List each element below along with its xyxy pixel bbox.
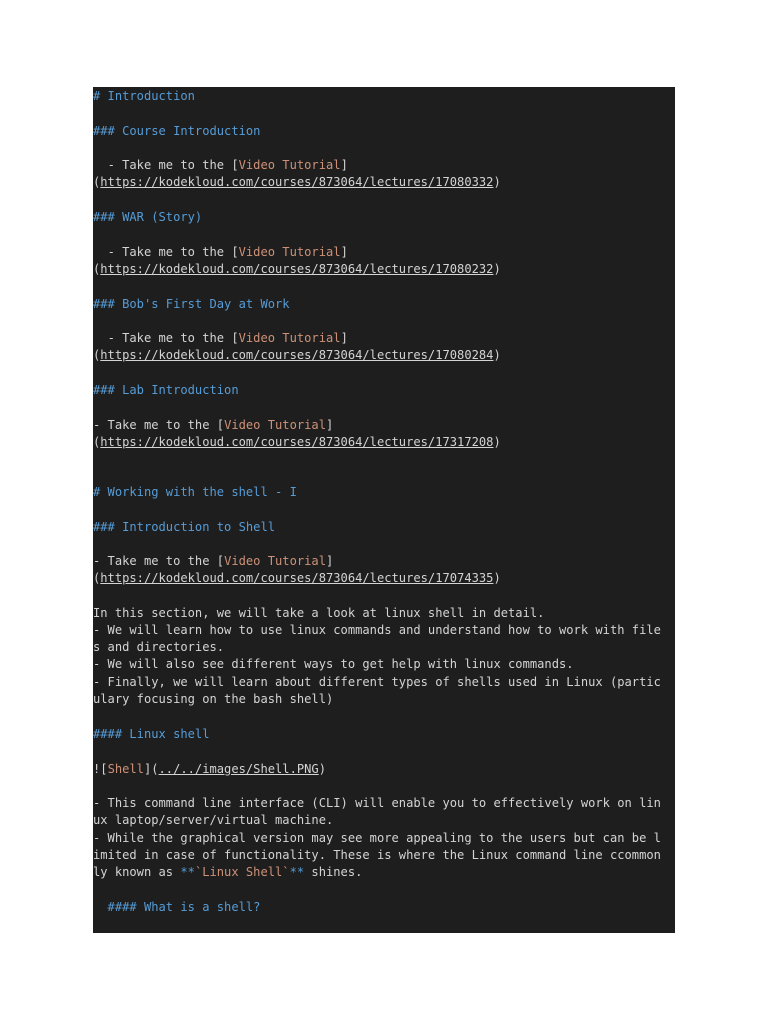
url-link[interactable]: https://kodekloud.com/courses/873064/lectures/17080332 (100, 175, 494, 189)
url-link[interactable]: https://kodekloud.com/courses/873064/lectures/17317208 (100, 435, 494, 449)
heading-war-story: ### WAR (Story) (93, 210, 203, 224)
url-line-bobs-first-day: (https://kodekloud.com/courses/873064/lectures/17080284) (93, 348, 501, 362)
heading-introduction-to-shell: ### Introduction to Shell (93, 520, 276, 534)
list-item-bobs-first-day: - Take me to the [Video Tutorial] (107, 331, 348, 345)
url-line-course-introduction: (https://kodekloud.com/courses/873064/lectures/17080332) (93, 175, 501, 189)
url-line-introduction-to-shell: (https://kodekloud.com/courses/873064/lectures/17074335) (93, 571, 501, 585)
link-text-video-tutorial[interactable]: Video Tutorial (238, 331, 341, 345)
url-link[interactable]: https://kodekloud.com/courses/873064/lectures/17080284 (100, 348, 494, 362)
paragraph-line: ux laptop/server/virtual machine. (93, 813, 334, 827)
list-item-introduction-to-shell: - Take me to the [Video Tutorial] (93, 554, 334, 568)
inline-code: `Linux Shell` (194, 865, 290, 879)
link-text-video-tutorial[interactable]: Video Tutorial (224, 418, 326, 432)
heading-bobs-first-day: ### Bob's First Day at Work (93, 297, 290, 311)
link-text-video-tutorial[interactable]: Video Tutorial (238, 245, 341, 259)
url-link[interactable]: https://kodekloud.com/courses/873064/lectures/17080232 (100, 262, 494, 276)
image-alt-text: Shell (107, 762, 144, 776)
paragraph-line-emphasis: ly known as **`Linux Shell`** shines. (93, 865, 363, 879)
paragraph-line: ulary focusing on the bash shell) (93, 692, 334, 706)
list-item-war-story: - Take me to the [Video Tutorial] (107, 245, 348, 259)
heading-lab-introduction: ### Lab Introduction (93, 383, 239, 397)
url-line-lab-introduction: (https://kodekloud.com/courses/873064/lectures/17317208) (93, 435, 501, 449)
list-item-lab-introduction: - Take me to the [Video Tutorial] (93, 418, 334, 432)
heading-course-introduction: ### Course Introduction (93, 124, 261, 138)
paragraph-line: - While the graphical version may see more appealing to the users but can be l (93, 831, 661, 845)
paragraph-line: - We will also see different ways to get help with linux commands. (93, 657, 574, 671)
paragraph-line: - Finally, we will learn about different types of shells used in Linux (partic (93, 675, 661, 689)
heading-working-with-shell: # Working with the shell - I (93, 485, 297, 499)
heading-what-is-a-shell: #### What is a shell? (93, 900, 261, 914)
link-text-video-tutorial[interactable]: Video Tutorial (224, 554, 326, 568)
paragraph-line: - We will learn how to use linux commands and understand how to work with file (93, 623, 661, 637)
list-item-course-introduction: - Take me to the [Video Tutorial] (107, 158, 348, 172)
image-path-link[interactable]: ../../images/Shell.PNG (158, 762, 319, 776)
url-link[interactable]: https://kodekloud.com/courses/873064/lectures/17074335 (100, 571, 494, 585)
paragraph-line: imited in case of functionality. These is where the Linux command line ccommon (93, 848, 661, 862)
paragraph-line: s and directories. (93, 640, 225, 654)
markdown-editor[interactable] (93, 87, 675, 933)
image-reference: ![Shell](../../images/Shell.PNG) (93, 762, 326, 776)
url-line-war-story: (https://kodekloud.com/courses/873064/lectures/17080232) (93, 262, 501, 276)
heading-introduction: # Introduction (93, 89, 195, 103)
link-text-video-tutorial[interactable]: Video Tutorial (238, 158, 341, 172)
heading-linux-shell: #### Linux shell (93, 727, 210, 741)
paragraph-line: - This command line interface (CLI) will enable you to effectively work on lin (93, 796, 661, 810)
paragraph-line: In this section, we will take a look at linux shell in detail. (93, 606, 545, 620)
